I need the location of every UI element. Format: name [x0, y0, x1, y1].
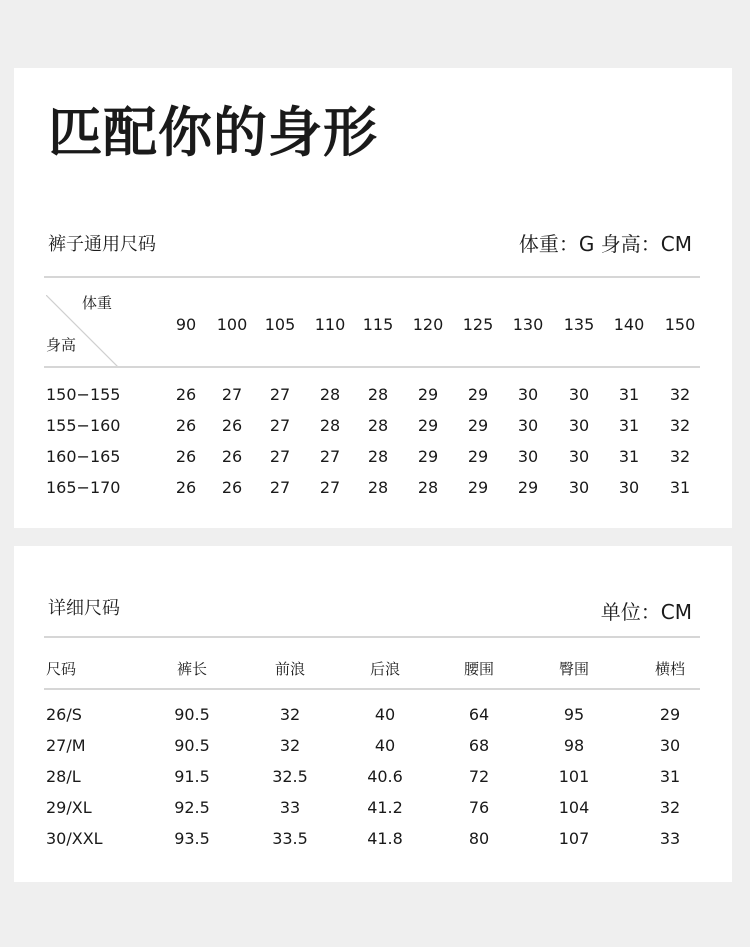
size-value-cell: 28 [367, 416, 389, 435]
size-value-cell: 27 [269, 385, 291, 404]
detail-header-cell: 尺码 [46, 660, 77, 678]
size-value-cell: 27 [269, 416, 291, 435]
weight-header-cell: 115 [362, 315, 394, 334]
size-value-cell: 31 [618, 447, 640, 466]
size-value-cell: 30 [568, 416, 590, 435]
measurement-cell: 64 [468, 705, 490, 724]
section-title-general: 裤子通用尺码 [48, 234, 156, 255]
size-value-cell: 31 [618, 385, 640, 404]
measurement-cell: 72 [468, 767, 490, 786]
size-value-cell: 30 [568, 478, 590, 497]
measurement-cell: 33 [659, 829, 681, 848]
unit-label-detail: 单位：CM [600, 600, 692, 624]
size-label-cell: 27/M [46, 736, 86, 755]
weight-header-cell: 105 [264, 315, 296, 334]
measurement-cell: 90.5 [174, 736, 210, 755]
size-value-cell: 28 [367, 478, 389, 497]
detail-header-cell: 腰围 [463, 660, 495, 678]
size-value-cell: 30 [517, 416, 539, 435]
detail-header-cell: 裤长 [176, 660, 208, 678]
measurement-cell: 92.5 [174, 798, 210, 817]
measurement-cell: 93.5 [174, 829, 210, 848]
measurement-cell: 104 [558, 798, 590, 817]
size-value-cell: 29 [417, 416, 439, 435]
unit-label-general: 体重：G 身高：CM [518, 232, 692, 256]
size-value-cell: 28 [367, 447, 389, 466]
pants-general-size-card [14, 68, 732, 528]
weight-header-cell: 110 [314, 315, 346, 334]
measurement-cell: 40 [374, 705, 396, 724]
size-value-cell: 29 [417, 385, 439, 404]
size-value-cell: 26 [175, 385, 197, 404]
measurement-cell: 68 [468, 736, 490, 755]
measurement-cell: 80 [468, 829, 490, 848]
section-title-detail: 详细尺码 [48, 598, 120, 619]
height-range-cell: 165−170 [46, 478, 121, 497]
size-value-cell: 29 [517, 478, 539, 497]
size-value-cell: 28 [319, 385, 341, 404]
measurement-cell: 30 [659, 736, 681, 755]
detail-header-cell: 臀围 [558, 660, 590, 678]
measurement-cell: 32.5 [272, 767, 308, 786]
measurement-cell: 31 [659, 767, 681, 786]
page-title: 匹配你的身形 [48, 101, 378, 164]
size-value-cell: 26 [221, 478, 243, 497]
size-value-cell: 30 [568, 385, 590, 404]
size-label-cell: 26/S [46, 705, 82, 724]
detail-header-cell: 前浪 [274, 660, 306, 678]
measurement-cell: 33 [279, 798, 301, 817]
size-value-cell: 30 [517, 385, 539, 404]
size-label-cell: 30/XXL [46, 829, 103, 848]
divider-top [44, 276, 700, 278]
measurement-cell: 41.2 [367, 798, 403, 817]
size-value-cell: 26 [221, 447, 243, 466]
size-value-cell: 31 [618, 416, 640, 435]
size-value-cell: 32 [669, 447, 691, 466]
weight-header-cell: 140 [613, 315, 645, 334]
weight-header-cell: 100 [216, 315, 248, 334]
size-value-cell: 29 [467, 447, 489, 466]
divider-detail-top [44, 636, 700, 638]
measurement-cell: 107 [558, 829, 590, 848]
weight-header-cell: 135 [563, 315, 595, 334]
size-value-cell: 27 [269, 478, 291, 497]
size-value-cell: 26 [175, 447, 197, 466]
size-value-cell: 26 [221, 416, 243, 435]
measurement-cell: 41.8 [367, 829, 403, 848]
size-value-cell: 26 [175, 416, 197, 435]
size-value-cell: 30 [517, 447, 539, 466]
weight-header-cell: 130 [512, 315, 544, 334]
size-value-cell: 31 [669, 478, 691, 497]
weight-header-cell: 120 [412, 315, 444, 334]
measurement-cell: 32 [279, 736, 301, 755]
size-value-cell: 27 [319, 447, 341, 466]
size-value-cell: 26 [175, 478, 197, 497]
measurement-cell: 98 [563, 736, 585, 755]
size-value-cell: 32 [669, 416, 691, 435]
size-value-cell: 27 [221, 385, 243, 404]
size-value-cell: 29 [467, 416, 489, 435]
divider-header [44, 366, 700, 368]
size-value-cell: 27 [269, 447, 291, 466]
detail-header-cell: 后浪 [369, 660, 401, 678]
height-range-cell: 160−165 [46, 447, 121, 466]
weight-header-cell: 90 [175, 315, 197, 334]
size-value-cell: 32 [669, 385, 691, 404]
size-value-cell: 27 [319, 478, 341, 497]
corner-weight-label: 体重 [82, 294, 113, 312]
corner-height-label: 身高 [46, 336, 77, 354]
measurement-cell: 90.5 [174, 705, 210, 724]
detail-header-cell: 横档 [654, 660, 686, 678]
size-label-cell: 28/L [46, 767, 81, 786]
size-value-cell: 30 [618, 478, 640, 497]
measurement-cell: 33.5 [272, 829, 308, 848]
size-value-cell: 28 [417, 478, 439, 497]
measurement-cell: 32 [659, 798, 681, 817]
measurement-cell: 40.6 [367, 767, 403, 786]
measurement-cell: 40 [374, 736, 396, 755]
size-value-cell: 30 [568, 447, 590, 466]
size-value-cell: 29 [417, 447, 439, 466]
height-range-cell: 155−160 [46, 416, 121, 435]
size-value-cell: 29 [467, 478, 489, 497]
measurement-cell: 101 [558, 767, 590, 786]
measurement-cell: 32 [279, 705, 301, 724]
measurement-cell: 95 [563, 705, 585, 724]
size-value-cell: 28 [367, 385, 389, 404]
measurement-cell: 29 [659, 705, 681, 724]
size-value-cell: 28 [319, 416, 341, 435]
height-range-cell: 150−155 [46, 385, 121, 404]
measurement-cell: 91.5 [174, 767, 210, 786]
weight-header-cell: 125 [462, 315, 494, 334]
weight-header-cell: 150 [664, 315, 696, 334]
size-value-cell: 29 [467, 385, 489, 404]
measurement-cell: 76 [468, 798, 490, 817]
divider-detail-header [44, 688, 700, 690]
detail-size-card [14, 546, 732, 882]
size-label-cell: 29/XL [46, 798, 92, 817]
